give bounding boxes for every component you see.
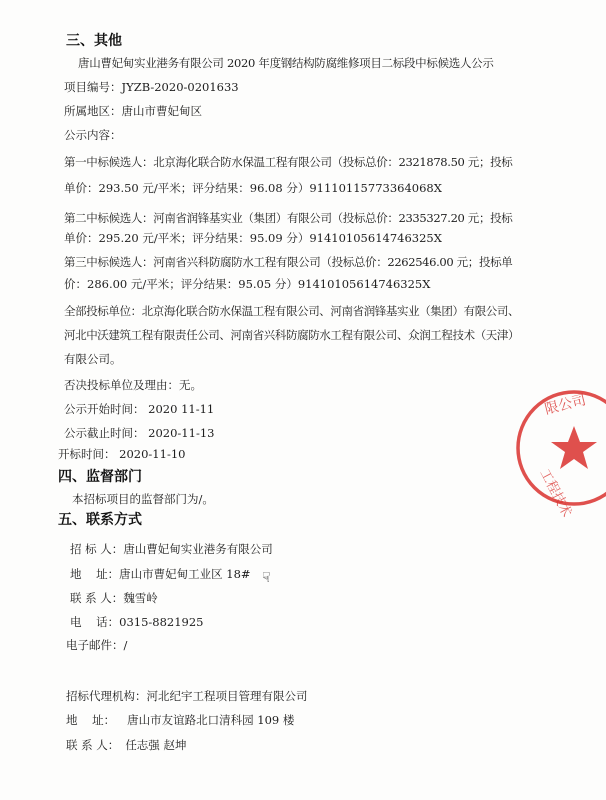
address-value: 唐山市曹妃甸工业区 18#	[119, 567, 251, 581]
publicity-end-line: 公示截止时间： 2020-11-13	[64, 426, 215, 440]
agency-row	[66, 688, 308, 704]
agency-address-value: 唐山市友谊路北口清科园 109 楼	[127, 713, 295, 727]
tenderer-row	[70, 541, 273, 557]
section-heading-contact: 五、联系方式	[58, 512, 142, 528]
email-value: /	[123, 638, 128, 652]
contact-person-value: 魏雪岭	[123, 591, 158, 605]
contact-person-label: 联 系 人：	[70, 591, 124, 605]
agency-value: 河北纪宇工程项目管理有限公司	[146, 689, 308, 703]
address-label: 地 址：	[70, 567, 120, 581]
project-title-line: 唐山曹妃甸实业港务有限公司 2020 年度钢结构防腐维修项目二标段中标候选人公示	[78, 56, 494, 70]
all-bidders-line-1: 全部投标单位：北京海化联合防水保温工程有限公司、河南省润锋基实业（集团）有限公司、	[64, 304, 520, 318]
supervision-text: 本招标项目的监督部门为/。	[72, 492, 214, 506]
address-row	[70, 566, 251, 582]
agency-contact-value: 任志强 赵坤	[125, 738, 187, 752]
agency-contact-row	[66, 737, 186, 753]
agency-contact-label: 联 系 人：	[66, 738, 120, 752]
svg-text:限公司: 限公司	[543, 392, 588, 418]
rejected-bidders-line: 否决投标单位及理由：无。	[64, 378, 202, 392]
all-bidders-line-3: 有限公司。	[64, 352, 122, 366]
phone-value: 0315-8821925	[119, 615, 204, 629]
agency-label: 招标代理机构：	[66, 689, 147, 703]
email-row	[66, 637, 127, 653]
phone-row	[70, 614, 204, 630]
section-heading-other: 三、其他	[66, 33, 122, 49]
second-candidate-line-2: 单价：295.20 元/平米；评分结果：95.09 分）91410105614746325X	[64, 231, 442, 245]
company-seal	[512, 376, 606, 526]
hand-cursor-icon: ☟	[262, 570, 271, 586]
third-candidate-line-1: 第三中标候选人：河南省兴科防腐防水工程有限公司（投标总价：2262546.00 元；投标单	[64, 255, 513, 269]
contact-person-row	[70, 590, 158, 606]
third-candidate-line-2: 价：286.00 元/平米；评分结果：95.05 分）91410105614746325X	[64, 277, 431, 291]
agency-address-label: 地 址：	[66, 713, 116, 727]
first-candidate-line-1: 第一中标候选人：北京海化联合防水保温工程有限公司（投标总价：2321878.50 元；投标	[64, 155, 513, 169]
tenderer-label: 招 标 人：	[70, 542, 124, 556]
region-line: 所属地区：唐山市曹妃甸区	[64, 104, 202, 118]
svg-text:工程技术: 工程技术	[536, 466, 575, 520]
star-icon	[551, 426, 597, 469]
seal-graphic	[512, 376, 606, 526]
publicity-start-line: 公示开始时间： 2020 11-11	[64, 402, 215, 416]
bid-opening-line: 开标时间： 2020-11-10	[58, 447, 186, 461]
email-label: 电子邮件：	[66, 638, 124, 652]
all-bidders-line-2: 河北中沃建筑工程有限责任公司、河南省兴科防腐防水工程有限公司、众润工程技术（天津）	[64, 328, 520, 342]
phone-label: 电 话：	[70, 615, 120, 629]
project-number-line: 项目编号：JYZB-2020-0201633	[64, 80, 239, 94]
section-heading-supervision: 四、监督部门	[58, 469, 142, 485]
publicity-content-label: 公示内容：	[64, 128, 122, 142]
second-candidate-line-1: 第二中标候选人：河南省润锋基实业（集团）有限公司（投标总价：2335327.20 元；投标	[64, 211, 513, 225]
tenderer-value: 唐山曹妃甸实业港务有限公司	[123, 542, 273, 556]
agency-address-row	[66, 712, 294, 728]
first-candidate-line-2: 单价：293.50 元/平米；评分结果：96.08 分）91110115773364068X	[64, 181, 442, 195]
